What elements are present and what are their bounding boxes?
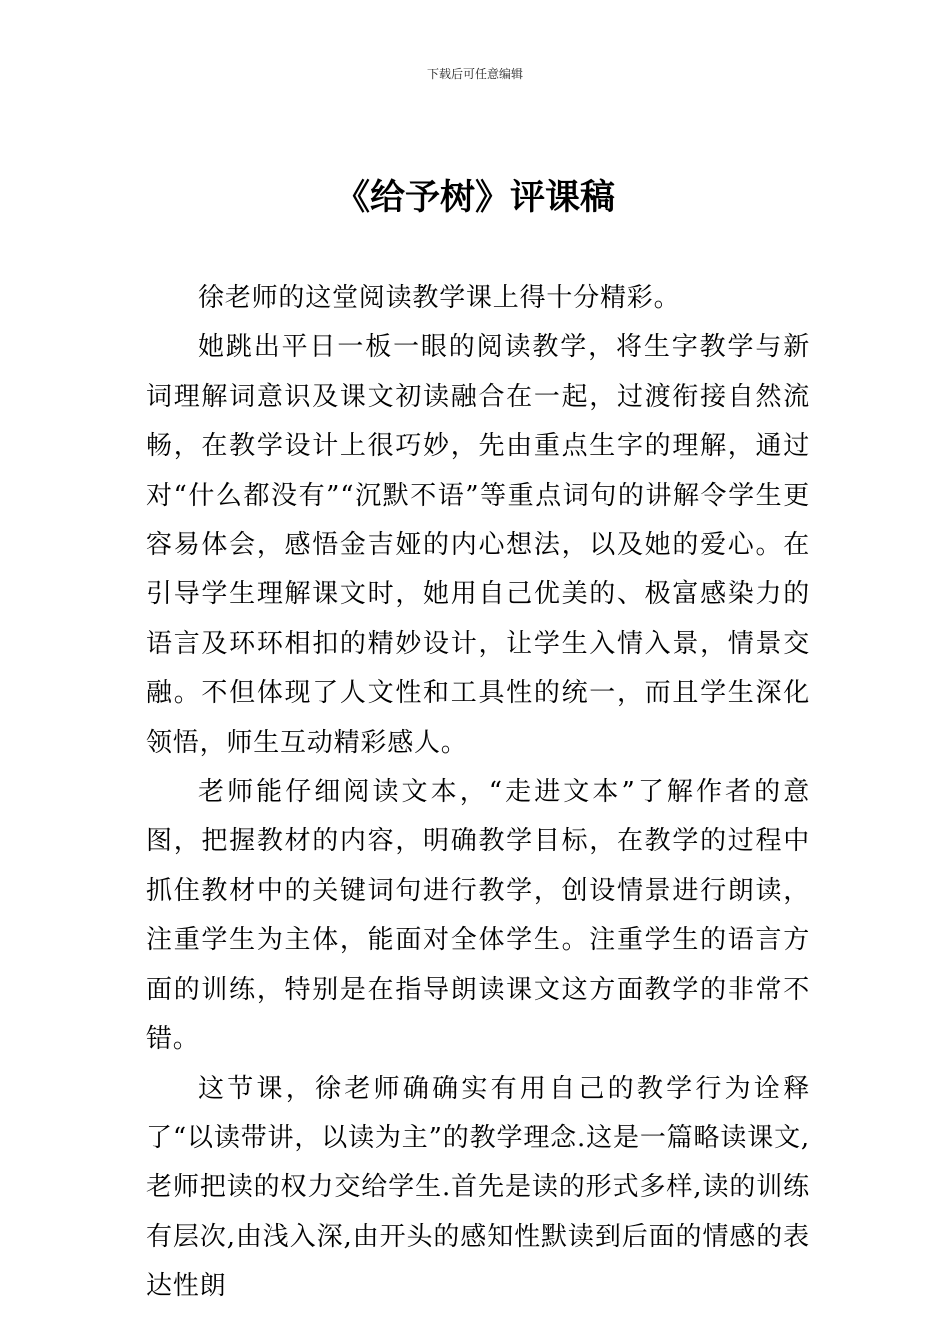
- header-note: 下载后可任意编辑: [426, 67, 523, 81]
- paragraph-1: 徐老师的这堂阅读教学课上得十分精彩。: [198, 283, 681, 313]
- document-body: [146, 274, 810, 1312]
- document-title: 《给予树》评课稿: [334, 177, 615, 218]
- paragraph-4: 这节课，徐老师确确实有用自己的教学行为诠释了“以读带讲，以读为主”的教学理念.这是一篇略读课文,老师把读的权力交给学生.首先是读的形式多样,读的训练有层次,由浅入深,由开头的感知性默读到后面的情感的表达性朗: [146, 1073, 810, 1302]
- paragraph-2: 她跳出平日一板一眼的阅读教学，将生字教学与新词理解词意识及课文初读融合在一起，过渡衔接自然流畅，在教学设计上很巧妙，先由重点生字的理解，通过对“什么都没有”“沉默不语”等重点词句的讲解令学生更容易体会，感悟金吉娅的内心想法，以及她的爱心。在引导学生理解课文时，她用自己优美的、极富感染力的语言及环环相扣的精妙设计，让学生入情入景，情景交融。不但体现了人文性和工具性的统一，而且学生深化领悟，师生互动精彩感人。: [146, 332, 810, 758]
- paragraph-3: 老师能仔细阅读文本，“走进文本”了解作者的意图，把握教材的内容，明确教学目标，在教学的过程中抓住教材中的关键词句进行教学，创设情景进行朗读，注重学生为主体，能面对全体学生。注重学生的语言方面的训练，特别是在指导朗读课文这方面教学的非常不错。: [146, 777, 810, 1055]
